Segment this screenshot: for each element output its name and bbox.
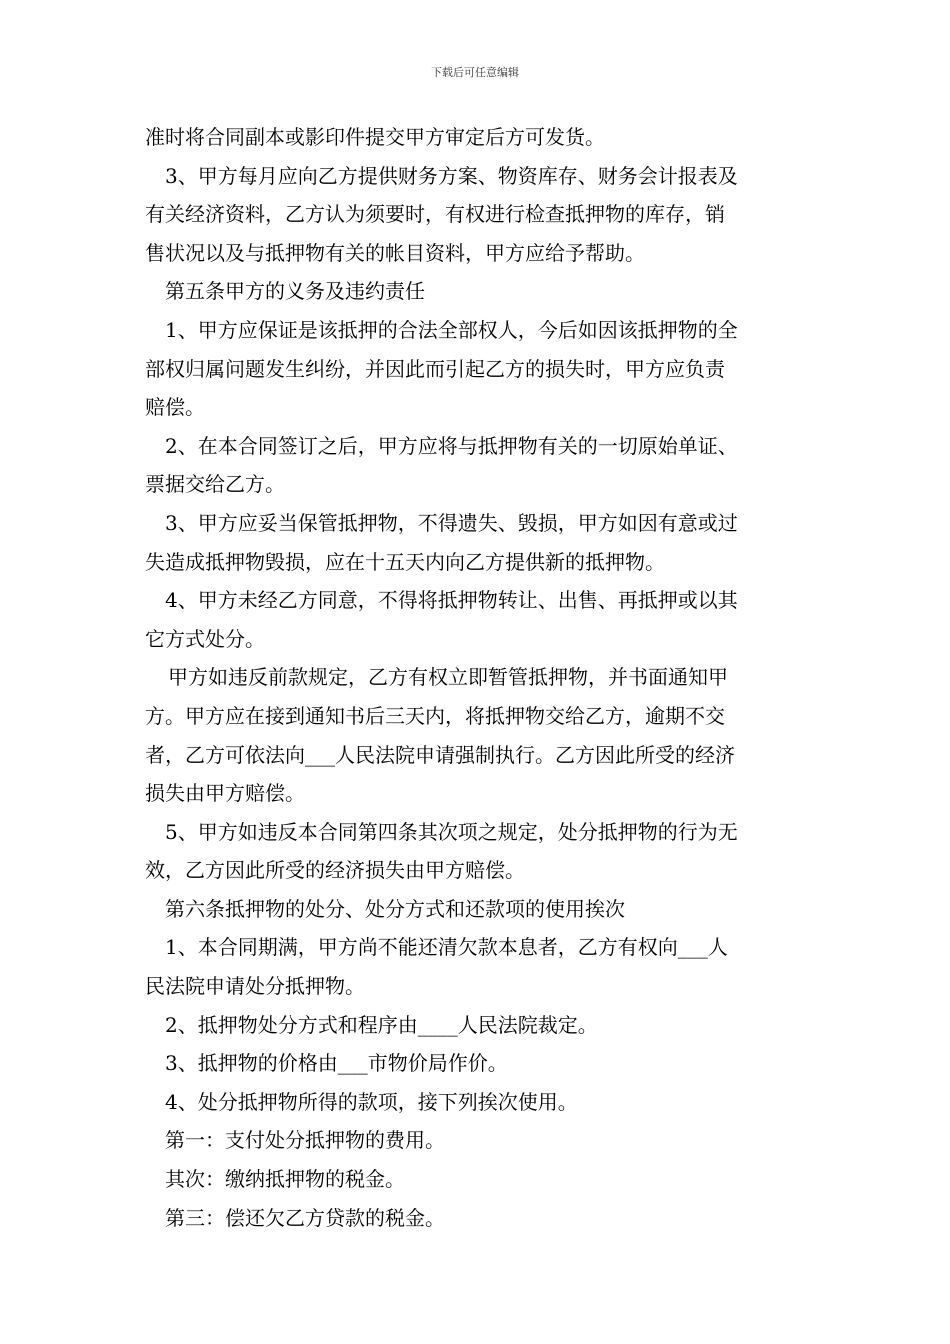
paragraph-line: 赔偿。 — [145, 395, 205, 420]
paragraph-line: 部权归属问题发生纠纷，并因此而引起乙方的损失时，甲方应负责 — [145, 356, 725, 381]
paragraph-line: 1、本合同期满，甲方尚不能还清欠款本息者，乙方有权向___人 — [165, 935, 728, 960]
paragraph-line: 4、处分抵押物所得的款项，接下列挨次使用。 — [165, 1089, 578, 1114]
paragraph-line: 效，乙方因此所受的经济损失由甲方赔偿。 — [145, 858, 525, 883]
paragraph-line: 准时将合同副本或影印件提交甲方审定后方可发货。 — [145, 125, 605, 149]
paragraph-line: 第三：偿还欠乙方贷款的税金。 — [165, 1205, 445, 1230]
paragraph-line: 3、甲方每月应向乙方提供财务方案、物资库存、财务会计报表及 — [165, 163, 738, 188]
paragraph-line: 2、抵押物处分方式和程序由____人民法院裁定。 — [165, 1012, 598, 1037]
paragraph-line: 方。甲方应在接到通知书后三天内，将抵押物交给乙方，逾期不交 — [145, 703, 725, 728]
paragraph-line: 者，乙方可依法向___人民法院申请强制执行。乙方因此所受的经济 — [145, 742, 735, 767]
paragraph-line: 票据交给乙方。 — [145, 472, 285, 497]
section-heading: 第六条抵押物的处分、处分方式和还款项的使用挨次 — [165, 896, 625, 921]
section-heading: 第五条甲方的义务及违约责任 — [165, 279, 425, 304]
paragraph-line: 它方式处分。 — [145, 626, 265, 651]
paragraph-line: 3、甲方应妥当保管抵押物，不得遗失、毁损，甲方如因有意或过 — [165, 510, 738, 535]
paragraph-line: 失造成抵押物毁损，应在十五天内向乙方提供新的抵押物。 — [145, 549, 665, 574]
paragraph-line: 3、抵押物的价格由___市物价局作价。 — [165, 1051, 508, 1076]
paragraph-line: 民法院申请处分抵押物。 — [145, 974, 365, 999]
paragraph-line: 2、在本合同签订之后，甲方应将与抵押物有关的一切原始单证、 — [165, 433, 738, 458]
page-header: 下载后可任意编辑 — [431, 66, 519, 79]
document-body — [145, 118, 810, 1237]
paragraph-line: 4、甲方未经乙方同意，不得将抵押物转让、出售、再抵押或以其 — [165, 588, 738, 613]
paragraph-line: 损失由甲方赔偿。 — [145, 781, 305, 806]
paragraph-line: 第一：支付处分抵押物的费用。 — [165, 1128, 445, 1153]
paragraph-line: 有关经济资料，乙方认为须要时，有权进行检查抵押物的库存，销 — [145, 202, 725, 227]
paragraph-line: 其次：缴纳抵押物的税金。 — [165, 1167, 405, 1192]
paragraph-line: 甲方如违反前款规定，乙方有权立即暂管抵押物，并书面通知甲 — [168, 665, 728, 690]
paragraph-line: 5、甲方如违反本合同第四条其次项之规定，处分抵押物的行为无 — [165, 819, 738, 844]
paragraph-line: 售状况以及与抵押物有关的帐目资料，甲方应给予帮助。 — [145, 240, 645, 265]
paragraph-line: 1、甲方应保证是该抵押的合法全部权人，今后如因该抵押物的全 — [165, 317, 738, 342]
